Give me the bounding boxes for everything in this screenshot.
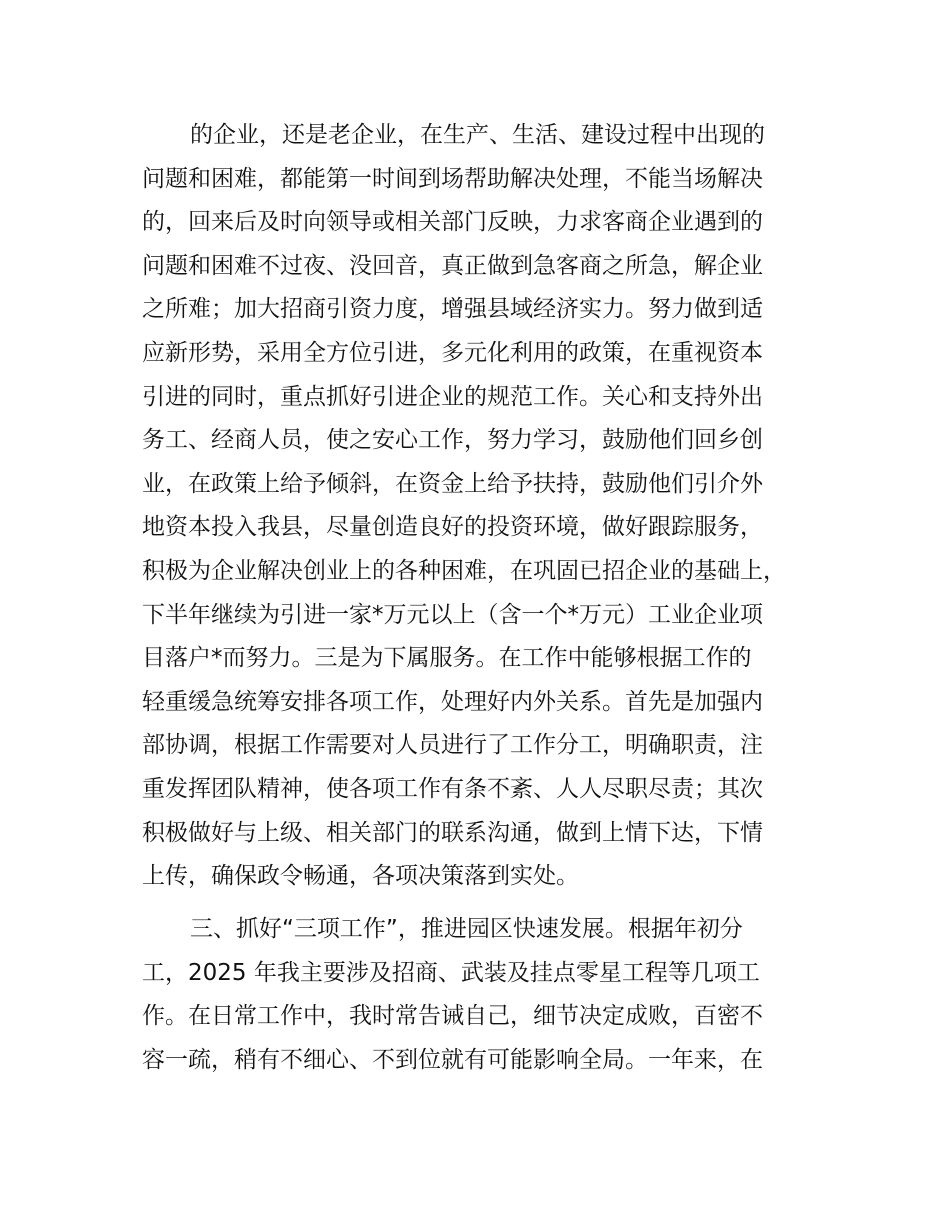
- text-line: 下半年继续为引进一家*万元以上（含一个*万元）工业企业项: [142, 601, 763, 628]
- text-line: 积极为企业解决创业上的各种困难，在巩固已招企业的基础上，: [142, 557, 786, 584]
- text-line: 应新形势，采用全方位引进，多元化利用的政策，在重视资本: [142, 339, 763, 366]
- text-line: 业，在政策上给予倾斜，在资金上给予扶持，鼓励他们引介外: [142, 470, 763, 497]
- text-line: 上传，确保政令畅通，各项决策落到实处。: [142, 863, 579, 890]
- text-line: 引进的同时，重点抓好引进企业的规范工作。关心和支持外出: [142, 383, 763, 410]
- paragraph-1: [142, 114, 842, 899]
- text-line: 地资本投入我县，尽量创造良好的投资环境，做好跟踪服务，: [142, 514, 763, 541]
- text-line: 三、抓好“三项工作”，推进园区快速发展。根据年初分: [190, 916, 743, 942]
- text-line: 积极做好与上级、相关部门的联系沟通，做到上情下达，下情: [142, 819, 763, 846]
- text-line: 作。在日常工作中，我时常告诫自己，细节决定成败，百密不: [142, 1003, 763, 1030]
- text-line: 之所难；加大招商引资力度，增强县域经济实力。努力做到适: [142, 296, 763, 323]
- text-line: 务工、经商人员，使之安心工作，努力学习，鼓励他们回乡创: [142, 427, 763, 454]
- text-line: 重发挥团队精神，使各项工作有条不紊、人人尽职尽责；其次: [142, 775, 763, 802]
- text-line: 轻重缓急统筹安排各项工作，处理好内外关系。首先是加强内: [142, 688, 763, 715]
- text-line: 目落户*而努力。三是为下属服务。在工作中能够根据工作的: [142, 645, 752, 672]
- paragraph-2: [142, 908, 842, 1082]
- text-line: 问题和困难不过夜、没回音，真正做到急客商之所急，解企业: [142, 252, 763, 279]
- text-line: 工，2025 年我主要涉及招商、武装及挂点零星工程等几项工: [142, 959, 760, 986]
- text-line: 部协调，根据工作需要对人员进行了工作分工，明确职责，注: [142, 732, 763, 759]
- text-line: 的，回来后及时向领导或相关部门反映，力求客商企业遇到的: [142, 209, 763, 236]
- text-line: 容一疏，稍有不细心、不到位就有可能影响全局。一年来，在: [142, 1046, 763, 1073]
- text-line: 问题和困难，都能第一时间到场帮助解决处理，不能当场解决: [142, 165, 763, 192]
- text-line: 的企业，还是老企业，在生产、生活、建设过程中出现的: [190, 122, 765, 148]
